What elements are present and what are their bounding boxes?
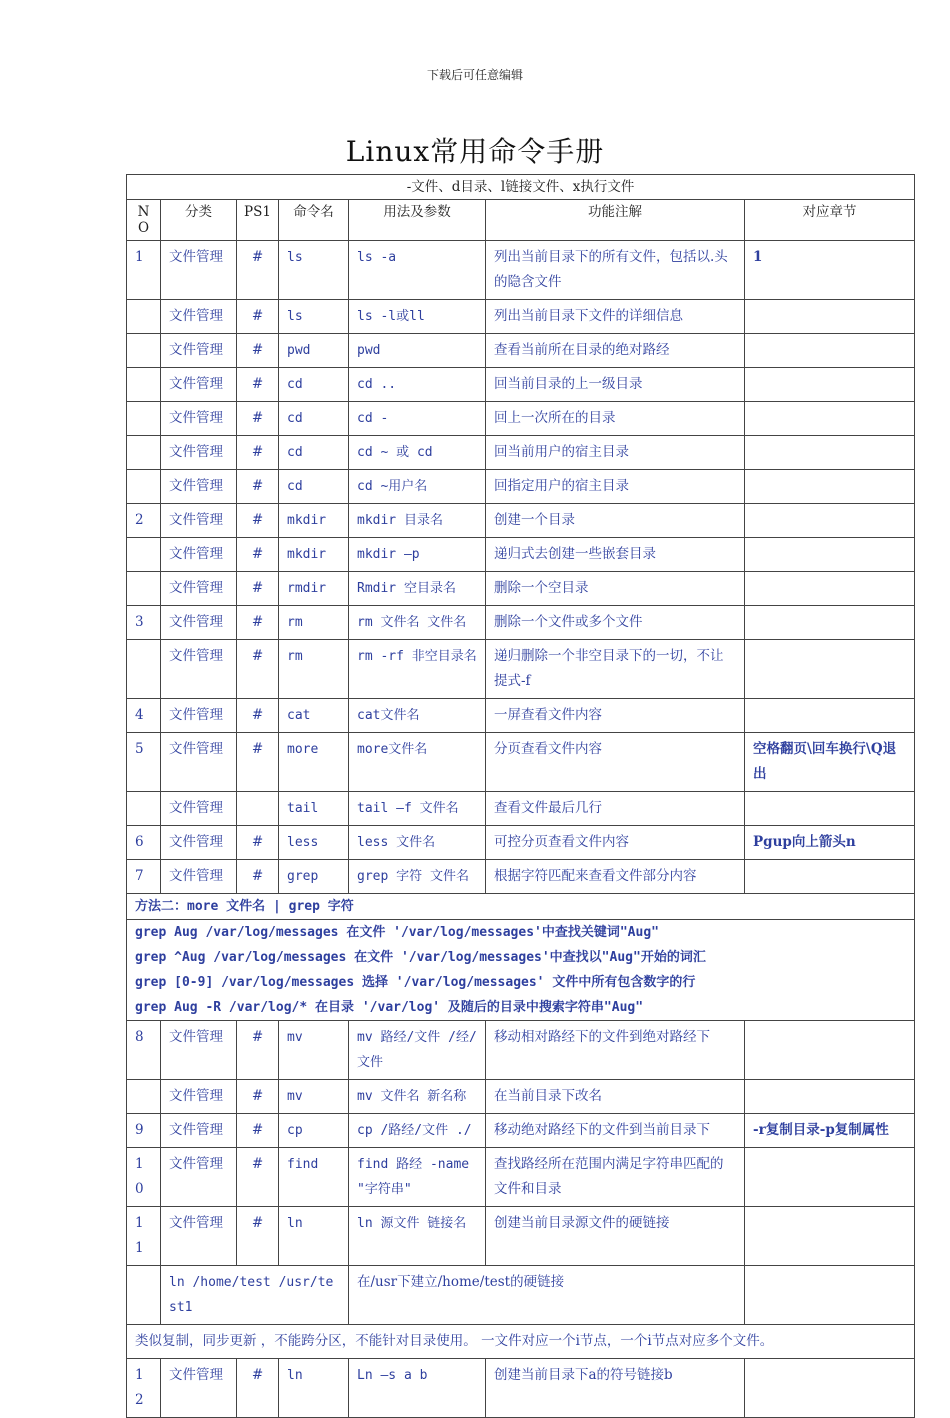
row-category: 文件管理 bbox=[161, 538, 237, 572]
row-usage: pwd bbox=[349, 334, 486, 368]
row-command: cd bbox=[279, 368, 349, 402]
row-no bbox=[127, 792, 161, 826]
row-ps1: # bbox=[237, 1114, 279, 1148]
row-no: 2 bbox=[127, 504, 161, 538]
row-usage: ls -a bbox=[349, 241, 486, 300]
table-row bbox=[127, 826, 915, 860]
grep-method2: 方法二：more 文件名 | grep 字符 bbox=[127, 894, 915, 920]
row-usage: cp /路经/文件 ./ bbox=[349, 1114, 486, 1148]
col-description: 功能注解 bbox=[486, 200, 745, 241]
row-category: 文件管理 bbox=[161, 402, 237, 436]
row-chapter: -r复制目录-p复制属性 bbox=[745, 1114, 915, 1148]
row-no: 12 bbox=[127, 1359, 161, 1418]
grep-example: grep [0-9] /var/log/messages 选择 '/var/log/messages' 文件中所有包含数字的行 bbox=[135, 975, 696, 990]
row-description: 回当前目录的上一级目录 bbox=[486, 368, 745, 402]
row-category: 文件管理 bbox=[161, 368, 237, 402]
table-row bbox=[127, 470, 915, 504]
row-ps1: # bbox=[237, 368, 279, 402]
table-row bbox=[127, 241, 915, 300]
row-description: 回当前用户的宿主目录 bbox=[486, 436, 745, 470]
row-description: 列出当前目录下文件的详细信息 bbox=[486, 300, 745, 334]
col-ps1: PS1 bbox=[237, 200, 279, 241]
row-chapter bbox=[745, 334, 915, 368]
row-usage: cd ~用户名 bbox=[349, 470, 486, 504]
row-description: 一屏查看文件内容 bbox=[486, 699, 745, 733]
table-row bbox=[127, 699, 915, 733]
row-ps1: # bbox=[237, 241, 279, 300]
grep-example: grep Aug -R /var/log/* 在目录 '/var/log' 及随后的目录中搜索字符串"Aug" bbox=[135, 1000, 644, 1015]
row-chapter bbox=[745, 470, 915, 504]
row-category: 文件管理 bbox=[161, 1021, 237, 1080]
table-row bbox=[127, 733, 915, 792]
row-command: ln bbox=[279, 1359, 349, 1418]
table-row bbox=[127, 436, 915, 470]
ln-example-cmd: ln /home/test /usr/test1 bbox=[161, 1266, 349, 1325]
row-usage: mv 文件名 新名称 bbox=[349, 1080, 486, 1114]
row-description: 查看当前所在目录的绝对路经 bbox=[486, 334, 745, 368]
col-chapter: 对应章节 bbox=[745, 200, 915, 241]
table-row bbox=[127, 792, 915, 826]
table-row bbox=[127, 538, 915, 572]
row-command: rmdir bbox=[279, 572, 349, 606]
row-chapter bbox=[745, 640, 915, 699]
row-ps1: # bbox=[237, 1080, 279, 1114]
row-description: 递归删除一个非空目录下的一切，不让提式-f bbox=[486, 640, 745, 699]
row-no bbox=[127, 470, 161, 504]
row-description: 可控分页查看文件内容 bbox=[486, 826, 745, 860]
row-usage: Rmdir 空目录名 bbox=[349, 572, 486, 606]
row-command: more bbox=[279, 733, 349, 792]
row-ps1: # bbox=[237, 1148, 279, 1207]
col-usage: 用法及参数 bbox=[349, 200, 486, 241]
row-chapter: Pgup向上箭头n bbox=[745, 826, 915, 860]
row-command: cat bbox=[279, 699, 349, 733]
header-row bbox=[127, 200, 915, 241]
row-category: 文件管理 bbox=[161, 572, 237, 606]
row-ps1: # bbox=[237, 1021, 279, 1080]
table-row bbox=[127, 1021, 915, 1080]
ln-note: 类似复制，同步更新 ，不能跨分区，不能针对目录使用。 一文件对应一个i节点，一个i节点对应多个文件。 bbox=[127, 1325, 915, 1359]
row-ps1: # bbox=[237, 733, 279, 792]
table-row bbox=[127, 1207, 915, 1266]
row-no: 3 bbox=[127, 606, 161, 640]
row-no bbox=[127, 334, 161, 368]
row-command: cd bbox=[279, 436, 349, 470]
row-chapter bbox=[745, 436, 915, 470]
row-category: 文件管理 bbox=[161, 241, 237, 300]
row-no bbox=[127, 1080, 161, 1114]
row-command: mkdir bbox=[279, 538, 349, 572]
row-description: 列出当前目录下的所有文件，包括以.头的隐含文件 bbox=[486, 241, 745, 300]
row-command: pwd bbox=[279, 334, 349, 368]
row-description: 删除一个文件或多个文件 bbox=[486, 606, 745, 640]
row-command: cp bbox=[279, 1114, 349, 1148]
row-ps1: # bbox=[237, 606, 279, 640]
row-command: find bbox=[279, 1148, 349, 1207]
row-usage: rm -rf 非空目录名 bbox=[349, 640, 486, 699]
table-row bbox=[127, 640, 915, 699]
row-category: 文件管理 bbox=[161, 826, 237, 860]
row-command: less bbox=[279, 826, 349, 860]
row-usage: ln 源文件 链接名 bbox=[349, 1207, 486, 1266]
row-chapter bbox=[745, 1148, 915, 1207]
ln-example-desc: 在/usr下建立/home/test的硬链接 bbox=[349, 1266, 745, 1325]
row-description: 创建一个目录 bbox=[486, 504, 745, 538]
table-row bbox=[127, 334, 915, 368]
col-category: 分类 bbox=[161, 200, 237, 241]
row-ps1: # bbox=[237, 826, 279, 860]
row-no: 10 bbox=[127, 1148, 161, 1207]
row-description: 创建当前目录源文件的硬链接 bbox=[486, 1207, 745, 1266]
row-category: 文件管理 bbox=[161, 436, 237, 470]
row-command: cd bbox=[279, 402, 349, 436]
ln-note-row bbox=[127, 1325, 915, 1359]
row-no bbox=[127, 402, 161, 436]
row-usage: mkdir 目录名 bbox=[349, 504, 486, 538]
row-command: mv bbox=[279, 1021, 349, 1080]
row-category: 文件管理 bbox=[161, 1207, 237, 1266]
row-no bbox=[127, 572, 161, 606]
row-chapter bbox=[745, 1080, 915, 1114]
row-chapter bbox=[745, 504, 915, 538]
row-ps1: # bbox=[237, 436, 279, 470]
row-chapter bbox=[745, 699, 915, 733]
row-usage: less 文件名 bbox=[349, 826, 486, 860]
grep-example: grep ^Aug /var/log/messages 在文件 '/var/log/messages'中查找以"Aug"开始的词汇 bbox=[135, 950, 706, 965]
row-category: 文件管理 bbox=[161, 300, 237, 334]
row-chapter: 1 bbox=[745, 241, 915, 300]
row-category: 文件管理 bbox=[161, 792, 237, 826]
row-ps1: # bbox=[237, 1359, 279, 1418]
row-chapter bbox=[745, 860, 915, 894]
row-chapter: 空格翻页\回车换行\Q退出 bbox=[745, 733, 915, 792]
row-category: 文件管理 bbox=[161, 606, 237, 640]
row-usage: cd .. bbox=[349, 368, 486, 402]
row-no: 1 bbox=[127, 241, 161, 300]
row-ps1: # bbox=[237, 402, 279, 436]
legend: -文件、d目录、l链接文件、x执行文件 bbox=[127, 175, 915, 200]
row-ps1: # bbox=[237, 334, 279, 368]
row-no: 8 bbox=[127, 1021, 161, 1080]
table-row bbox=[127, 1114, 915, 1148]
row-chapter bbox=[745, 1359, 915, 1418]
row-ps1: # bbox=[237, 699, 279, 733]
table-row bbox=[127, 504, 915, 538]
row-command: grep bbox=[279, 860, 349, 894]
grep-examples-row bbox=[127, 920, 915, 1021]
grep-example: grep Aug /var/log/messages 在文件 '/var/log/messages'中查找关键词"Aug" bbox=[135, 925, 659, 940]
table-row bbox=[127, 368, 915, 402]
row-usage: mkdir –p bbox=[349, 538, 486, 572]
row-usage: Ln –s a b bbox=[349, 1359, 486, 1418]
row-chapter bbox=[745, 368, 915, 402]
row-usage: cd ~ 或 cd bbox=[349, 436, 486, 470]
row-description: 移动绝对路经下的文件到当前目录下 bbox=[486, 1114, 745, 1148]
row-ps1 bbox=[237, 792, 279, 826]
row-command: ls bbox=[279, 300, 349, 334]
row-chapter bbox=[745, 300, 915, 334]
row-description: 创建当前目录下a的符号链接b bbox=[486, 1359, 745, 1418]
row-usage: cat文件名 bbox=[349, 699, 486, 733]
row-category: 文件管理 bbox=[161, 334, 237, 368]
row-command: ln bbox=[279, 1207, 349, 1266]
row-command: cd bbox=[279, 470, 349, 504]
row-description: 查找路经所在范围内满足字符串匹配的文件和目录 bbox=[486, 1148, 745, 1207]
row-usage: grep 字符 文件名 bbox=[349, 860, 486, 894]
legend-row bbox=[127, 175, 915, 200]
header-note: 下载后可任意编辑 bbox=[426, 68, 523, 82]
table-row bbox=[127, 402, 915, 436]
row-category: 文件管理 bbox=[161, 699, 237, 733]
table-row bbox=[127, 300, 915, 334]
row-description: 递归式去创建一些嵌套目录 bbox=[486, 538, 745, 572]
row-ps1: # bbox=[237, 572, 279, 606]
row-no bbox=[127, 368, 161, 402]
row-no bbox=[127, 300, 161, 334]
page-title: Linux常用命令手册 bbox=[345, 135, 605, 168]
row-ps1: # bbox=[237, 300, 279, 334]
row-chapter bbox=[745, 606, 915, 640]
row-no: 9 bbox=[127, 1114, 161, 1148]
row-description: 在当前目录下改名 bbox=[486, 1080, 745, 1114]
command-table bbox=[126, 174, 915, 1418]
grep-examples bbox=[127, 920, 915, 1021]
row-command: rm bbox=[279, 640, 349, 699]
table-row bbox=[127, 1148, 915, 1207]
row-no: 7 bbox=[127, 860, 161, 894]
row-ps1: # bbox=[237, 860, 279, 894]
row-ps1: # bbox=[237, 1207, 279, 1266]
row-description: 分页查看文件内容 bbox=[486, 733, 745, 792]
table-row bbox=[127, 606, 915, 640]
row-category: 文件管理 bbox=[161, 504, 237, 538]
table-row bbox=[127, 860, 915, 894]
row-chapter bbox=[745, 538, 915, 572]
row-category: 文件管理 bbox=[161, 1114, 237, 1148]
row-command: tail bbox=[279, 792, 349, 826]
row-no bbox=[127, 436, 161, 470]
row-no bbox=[127, 538, 161, 572]
grep-method2-row bbox=[127, 894, 915, 920]
row-usage: cd - bbox=[349, 402, 486, 436]
row-no: 5 bbox=[127, 733, 161, 792]
row-chapter bbox=[745, 792, 915, 826]
table-row bbox=[127, 572, 915, 606]
ln-example-row bbox=[127, 1266, 915, 1325]
table-row bbox=[127, 1080, 915, 1114]
row-usage: find 路经 -name "字符串" bbox=[349, 1148, 486, 1207]
row-no: 6 bbox=[127, 826, 161, 860]
col-command: 命令名 bbox=[279, 200, 349, 241]
row-description: 删除一个空目录 bbox=[486, 572, 745, 606]
row-usage: mv 路经/文件 /经/文件 bbox=[349, 1021, 486, 1080]
row-category: 文件管理 bbox=[161, 860, 237, 894]
row-no: 11 bbox=[127, 1207, 161, 1266]
row-description: 查看文件最后几行 bbox=[486, 792, 745, 826]
row-no bbox=[127, 640, 161, 699]
row-chapter bbox=[745, 1021, 915, 1080]
row-usage: tail –f 文件名 bbox=[349, 792, 486, 826]
row-category: 文件管理 bbox=[161, 1080, 237, 1114]
row-category: 文件管理 bbox=[161, 1148, 237, 1207]
row-chapter bbox=[745, 402, 915, 436]
col-no: NO bbox=[127, 200, 161, 241]
row-category: 文件管理 bbox=[161, 470, 237, 504]
table-row bbox=[127, 1359, 915, 1418]
row-description: 回上一次所在的目录 bbox=[486, 402, 745, 436]
row-category: 文件管理 bbox=[161, 1359, 237, 1418]
row-category: 文件管理 bbox=[161, 733, 237, 792]
row-command: ls bbox=[279, 241, 349, 300]
row-ps1: # bbox=[237, 470, 279, 504]
row-chapter bbox=[745, 572, 915, 606]
row-category: 文件管理 bbox=[161, 640, 237, 699]
row-description: 根据字符匹配来查看文件部分内容 bbox=[486, 860, 745, 894]
row-command: mkdir bbox=[279, 504, 349, 538]
row-ps1: # bbox=[237, 640, 279, 699]
row-ps1: # bbox=[237, 538, 279, 572]
row-command: mv bbox=[279, 1080, 349, 1114]
row-ps1: # bbox=[237, 504, 279, 538]
row-chapter bbox=[745, 1207, 915, 1266]
row-usage: ls -l或ll bbox=[349, 300, 486, 334]
row-usage: rm 文件名 文件名 bbox=[349, 606, 486, 640]
row-usage: more文件名 bbox=[349, 733, 486, 792]
row-no: 4 bbox=[127, 699, 161, 733]
row-description: 移动相对路经下的文件到绝对路经下 bbox=[486, 1021, 745, 1080]
row-description: 回指定用户的宿主目录 bbox=[486, 470, 745, 504]
row-command: rm bbox=[279, 606, 349, 640]
